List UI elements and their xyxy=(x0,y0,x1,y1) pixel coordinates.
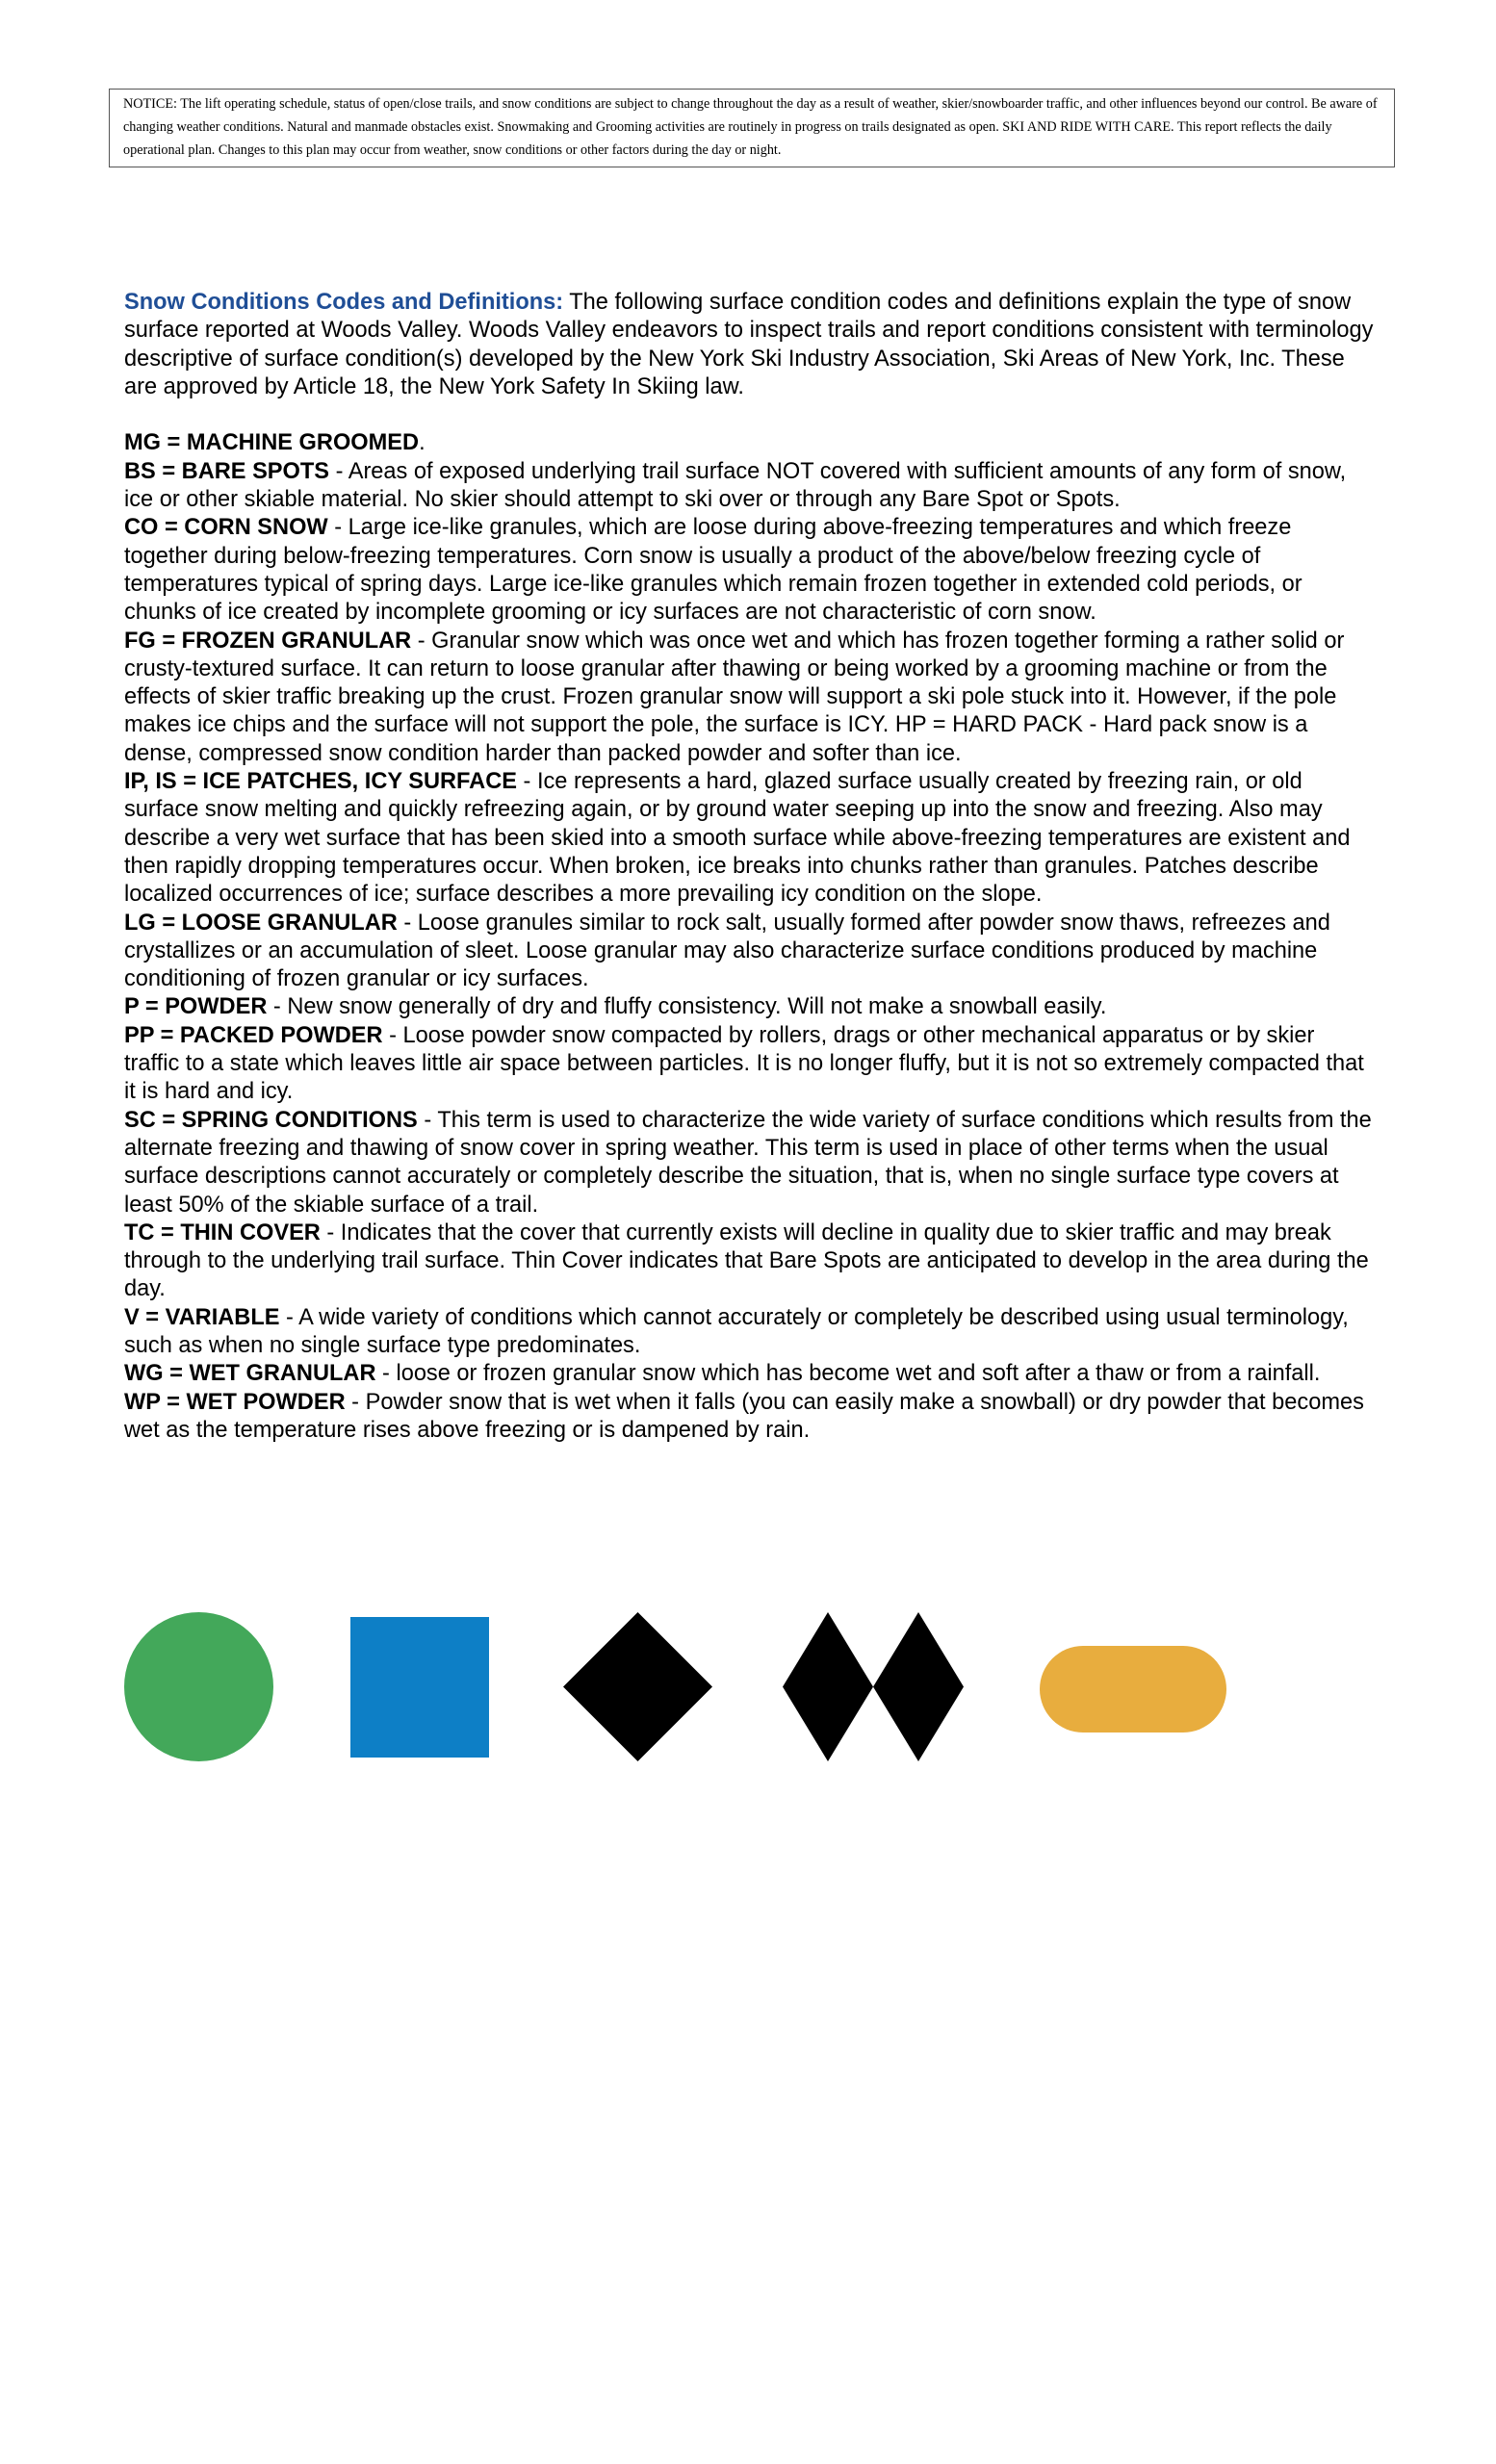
double-black-diamond-icon xyxy=(783,1612,966,1761)
definition-text: - New snow generally of dry and fluffy consistency. Will not make a snowball easily. xyxy=(267,994,1107,1020)
definition-item xyxy=(124,514,1376,627)
definition-item xyxy=(124,628,1376,768)
definition-code: WP = WET POWDER xyxy=(124,1389,346,1415)
definition-item xyxy=(124,458,1376,515)
notice-box xyxy=(109,89,1395,167)
definition-text: - Large ice-like granules, which are loose during above-freezing temperatures and which freeze together during below-freezing temperatures. Corn snow is usually a product of the above/below freezing cycle of temperatures typical of spring days. Large ice-like granules which remain frozen together in extended cold periods, or chunks of ice created by incomplete grooming or icy surfaces are not characteristic of corn snow. xyxy=(124,515,1303,626)
definition-text: - Powder snow that is wet when it falls (you can easily make a snowball) or dry powder that becomes wet as the temperature rises above freezing or is dampened by rain. xyxy=(124,1389,1364,1443)
definition-text: - Indicates that the cover that currently exists will decline in quality due to skier traffic and may break through to the underlying trail surface. Thin Cover indicates that Bare Spots are anticipated to develop in the area during the day. xyxy=(124,1219,1369,1302)
definition-code: WG = WET GRANULAR xyxy=(124,1361,376,1387)
black-diamond-shape xyxy=(563,1612,712,1761)
definition-item xyxy=(124,993,1376,1021)
definition-code: CO = CORN SNOW xyxy=(124,515,328,541)
definition-text: - Loose powder snow compacted by rollers, drags or other mechanical apparatus or by skier traffic to a state which leaves little air space between particles. It is no longer fluffy, but it is not so extremely compacted that it is hard and icy. xyxy=(124,1022,1364,1105)
blue-square-icon xyxy=(350,1617,489,1758)
definition-item xyxy=(124,1219,1376,1304)
definition-text: - Granular snow which was once wet and which has frozen together forming a rather solid or crusty-textured surface. It can return to loose granular after thawing or being worked by a grooming machine or from the effects of skier traffic breaking up the crust. Frozen granular snow will support a ski pole stuck into it. However, if the pole makes ice chips and the surface will not support the pole, the surface is ICY. HP = HARD PACK - Hard pack snow is a dense, compressed snow condition harder than packed powder and softer than ice. xyxy=(124,628,1345,766)
definition-code: TC = THIN COVER xyxy=(124,1219,321,1245)
definition-code: V = VARIABLE xyxy=(124,1304,280,1330)
definition-code: IP, IS = ICE PATCHES, ICY SURFACE xyxy=(124,769,517,795)
definition-text: - This term is used to characterize the wide variety of surface conditions which results from the alternate freezing and thawing of snow cover in spring weather. This term is used in place of other terms when the usual surface descriptions cannot accurately or completely describe the situation, that is, when no single surface type covers at least 50% of the skiable surface of a trail. xyxy=(124,1107,1372,1218)
notice-text: NOTICE: The lift operating schedule, status of open/close trails, and snow conditions are subject to change throughout the day as a result of weather, skier/snowboarder traffic, and other influences beyond our control. Be aware of changing weather conditions. Natural and manmade obstacles exist. Snowmaking and Grooming activities are routinely in progress on trails designated as open. SKI AND RIDE WITH CARE. This report reflects the daily operational plan. Changes to this plan may occur from weather, snow conditions or other factors during the day or night. xyxy=(123,96,1378,158)
definition-text: - Areas of exposed underlying trail surface NOT covered with sufficient amounts of any form of snow, ice or other skiable material. No skier should attempt to ski over or through any Bare Spot or Spots. xyxy=(124,458,1347,513)
right-diamond-shape xyxy=(873,1612,964,1761)
definition-code: BS = BARE SPOTS xyxy=(124,458,330,484)
black-diamond-icon xyxy=(563,1612,712,1761)
definition-text: - loose or frozen granular snow which has become wet and soft after a thaw or from a rainfall. xyxy=(375,1361,1321,1387)
definitions-list xyxy=(124,429,1376,1445)
intro-paragraph xyxy=(124,289,1376,401)
definition-text: - A wide variety of conditions which cannot accurately or completely be described using usual terminology, such as when no single surface type predominates. xyxy=(124,1304,1349,1358)
definition-text: - Ice represents a hard, glazed surface usually created by freezing rain, or old surface snow melting and quickly refreezing again, or by ground water seeping up into the snow and freezing. Also may describe a very wet surface that has been skied into a smooth surface while above-freezing temperatures are existent and then rapidly dropping temperatures occur. When broken, ice breaks into chunks rather than granules. Patches describe localized occurrences of ice; surface describes a more prevailing icy condition on the slope. xyxy=(124,769,1351,908)
definition-text: . xyxy=(419,430,426,456)
definition-code: MG = MACHINE GROOMED xyxy=(124,430,420,456)
definition-code: PP = PACKED POWDER xyxy=(124,1022,383,1048)
definition-item xyxy=(124,1360,1376,1388)
definition-item xyxy=(124,1304,1376,1361)
snow-conditions-section xyxy=(124,289,1376,1445)
definition-code: P = POWDER xyxy=(124,994,268,1020)
definition-item xyxy=(124,1022,1376,1107)
definition-item xyxy=(124,768,1376,909)
green-circle-icon xyxy=(124,1612,273,1761)
definition-item xyxy=(124,1107,1376,1219)
intro-text: The following surface condition codes and definitions explain the type of snow surface reported at Woods Valley. Woods Valley endeavors to inspect trails and report conditions consistent with terminology descriptive of surface condition(s) developed by the New York Ski Industry Association, Ski Areas of New York, Inc. These are approved by Article 18, the New York Safety In Skiing law. xyxy=(124,290,1374,399)
definition-code: FG = FROZEN GRANULAR xyxy=(124,628,412,654)
definition-item xyxy=(124,1389,1376,1446)
left-diamond-shape xyxy=(783,1612,873,1761)
orange-oval-icon xyxy=(1040,1646,1226,1732)
definition-item xyxy=(124,429,1376,457)
definition-text: - Loose granules similar to rock salt, usually formed after powder snow thaws, refreezes and crystallizes or an accumulation of sleet. Loose granular may also characterize surface conditions produced by machine conditioning of frozen granular or icy surfaces. xyxy=(124,910,1330,992)
definition-code: LG = LOOSE GRANULAR xyxy=(124,910,398,936)
definition-code: SC = SPRING CONDITIONS xyxy=(124,1107,418,1133)
definition-item xyxy=(124,910,1376,994)
section-heading: Snow Conditions Codes and Definitions: xyxy=(124,290,564,315)
